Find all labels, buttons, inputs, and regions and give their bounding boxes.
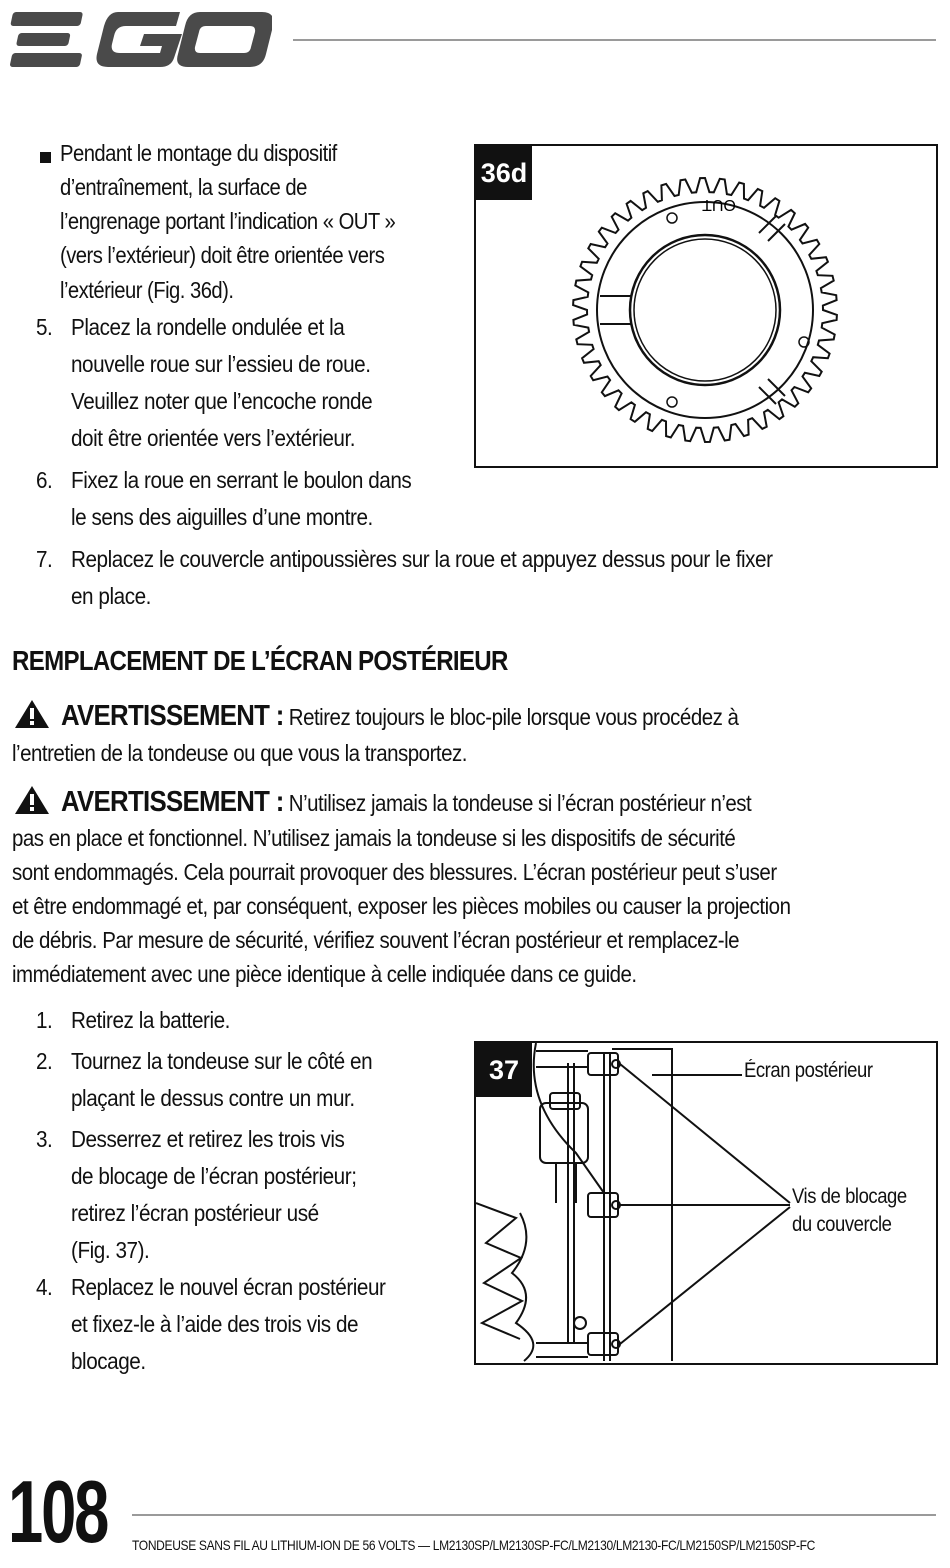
callout-rear-screen: Écran postérieur	[744, 1059, 873, 1082]
step-number: 1.	[36, 1007, 53, 1033]
step-line: le sens des aiguilles d’une montre.	[71, 504, 373, 530]
step-line: doit être orientée vers l’extérieur.	[71, 425, 356, 451]
step-number: 7.	[36, 546, 53, 572]
step-line: en place.	[71, 583, 151, 609]
bullet-marker	[40, 152, 51, 163]
warning-text: N’utilisez jamais la tondeuse si l’écran postérieur n’est	[288, 790, 752, 816]
bullet-line: l’engrenage portant l’indication « OUT »	[60, 208, 396, 234]
warning-line: et être endommagé et, par conséquent, exposer les pièces mobiles ou causer la projection	[12, 893, 791, 919]
figure-36d	[474, 144, 938, 468]
step-line: (Fig. 37).	[71, 1237, 150, 1263]
bullet-line: d’entraînement, la surface de	[60, 174, 307, 200]
step-line: Tournez la tondeuse sur le côté en	[71, 1048, 373, 1074]
step-line: Replacez le nouvel écran postérieur	[71, 1274, 386, 1300]
figure-37	[474, 1041, 938, 1365]
step-number: 2.	[36, 1048, 53, 1074]
figure-tag: 36d	[476, 146, 532, 200]
footer-rule	[132, 1514, 936, 1516]
step-line: Veuillez noter que l’encoche ronde	[71, 388, 373, 414]
step-line: Retirez la batterie.	[71, 1007, 230, 1033]
step-line: Desserrez et retirez les trois vis	[71, 1126, 345, 1152]
warning-line	[61, 700, 738, 733]
callout-screws-line: du couvercle	[792, 1213, 892, 1236]
warning-line: sont endommagés. Cela pourrait provoquer des blessures. L’écran postérieur peut s’user	[12, 859, 777, 885]
gear-out-label: OUT	[702, 196, 736, 213]
gear-teeth-outline	[573, 178, 837, 442]
step-line: plaçant le dessus contre un mur.	[71, 1085, 355, 1111]
callout-screws-line: Vis de blocage	[792, 1185, 907, 1208]
gear-illustration	[476, 146, 936, 466]
footer-text: TONDEUSE SANS FIL AU LITHIUM-ION DE 56 VOLTS — LM2130SP/LM2130SP-FC/LM2130/LM2130-FC/LM2150SP/LM2150SP-FC	[132, 1537, 815, 1553]
step-line: et fixez-le à l’aide des trois vis de	[71, 1311, 359, 1337]
warning-label: AVERTISSEMENT :	[61, 700, 284, 732]
step-number: 3.	[36, 1126, 53, 1152]
step-number: 4.	[36, 1274, 53, 1300]
warning-line: pas en place et fonctionnel. N’utilisez jamais la tondeuse si les dispositifs de sécurité	[12, 825, 736, 851]
bullet-line: (vers l’extérieur) doit être orientée vers	[60, 242, 385, 268]
bullet-line: Pendant le montage du dispositif	[60, 140, 337, 166]
warning-text: Retirez toujours le bloc-pile lorsque vous procédez à	[288, 704, 739, 730]
step-line: blocage.	[71, 1348, 146, 1374]
step-line: retirez l’écran postérieur usé	[71, 1200, 319, 1226]
step-line: Placez la rondelle ondulée et la	[71, 314, 345, 340]
step-number: 5.	[36, 314, 53, 340]
warning-line: l’entretien de la tondeuse ou que vous la transportez.	[12, 740, 467, 766]
warning-line: de débris. Par mesure de sécurité, vérifiez souvent l’écran postérieur et remplacez-le	[12, 927, 740, 953]
step-line: Replacez le couvercle antipoussières sur la roue et appuyez dessus pour le fixer	[71, 546, 773, 572]
figure-tag: 37	[476, 1043, 532, 1097]
step-line: de blocage de l’écran postérieur;	[71, 1163, 357, 1189]
ego-logo	[10, 8, 272, 72]
warning-line: immédiatement avec une pièce identique à celle indiquée dans ce guide.	[12, 961, 637, 987]
header-rule	[293, 39, 936, 41]
step-line: Fixez la roue en serrant le boulon dans	[71, 467, 412, 493]
warning-icon	[13, 698, 51, 730]
step-line: nouvelle roue sur l’essieu de roue.	[71, 351, 371, 377]
page-number: 108	[8, 1462, 108, 1561]
step-number: 6.	[36, 467, 53, 493]
warning-icon	[13, 784, 51, 816]
section-heading: REMPLACEMENT DE L’ÉCRAN POSTÉRIEUR	[12, 645, 508, 676]
warning-line	[61, 786, 751, 819]
warning-label: AVERTISSEMENT :	[61, 786, 284, 818]
bullet-line: l’extérieur (Fig. 36d).	[60, 277, 234, 303]
